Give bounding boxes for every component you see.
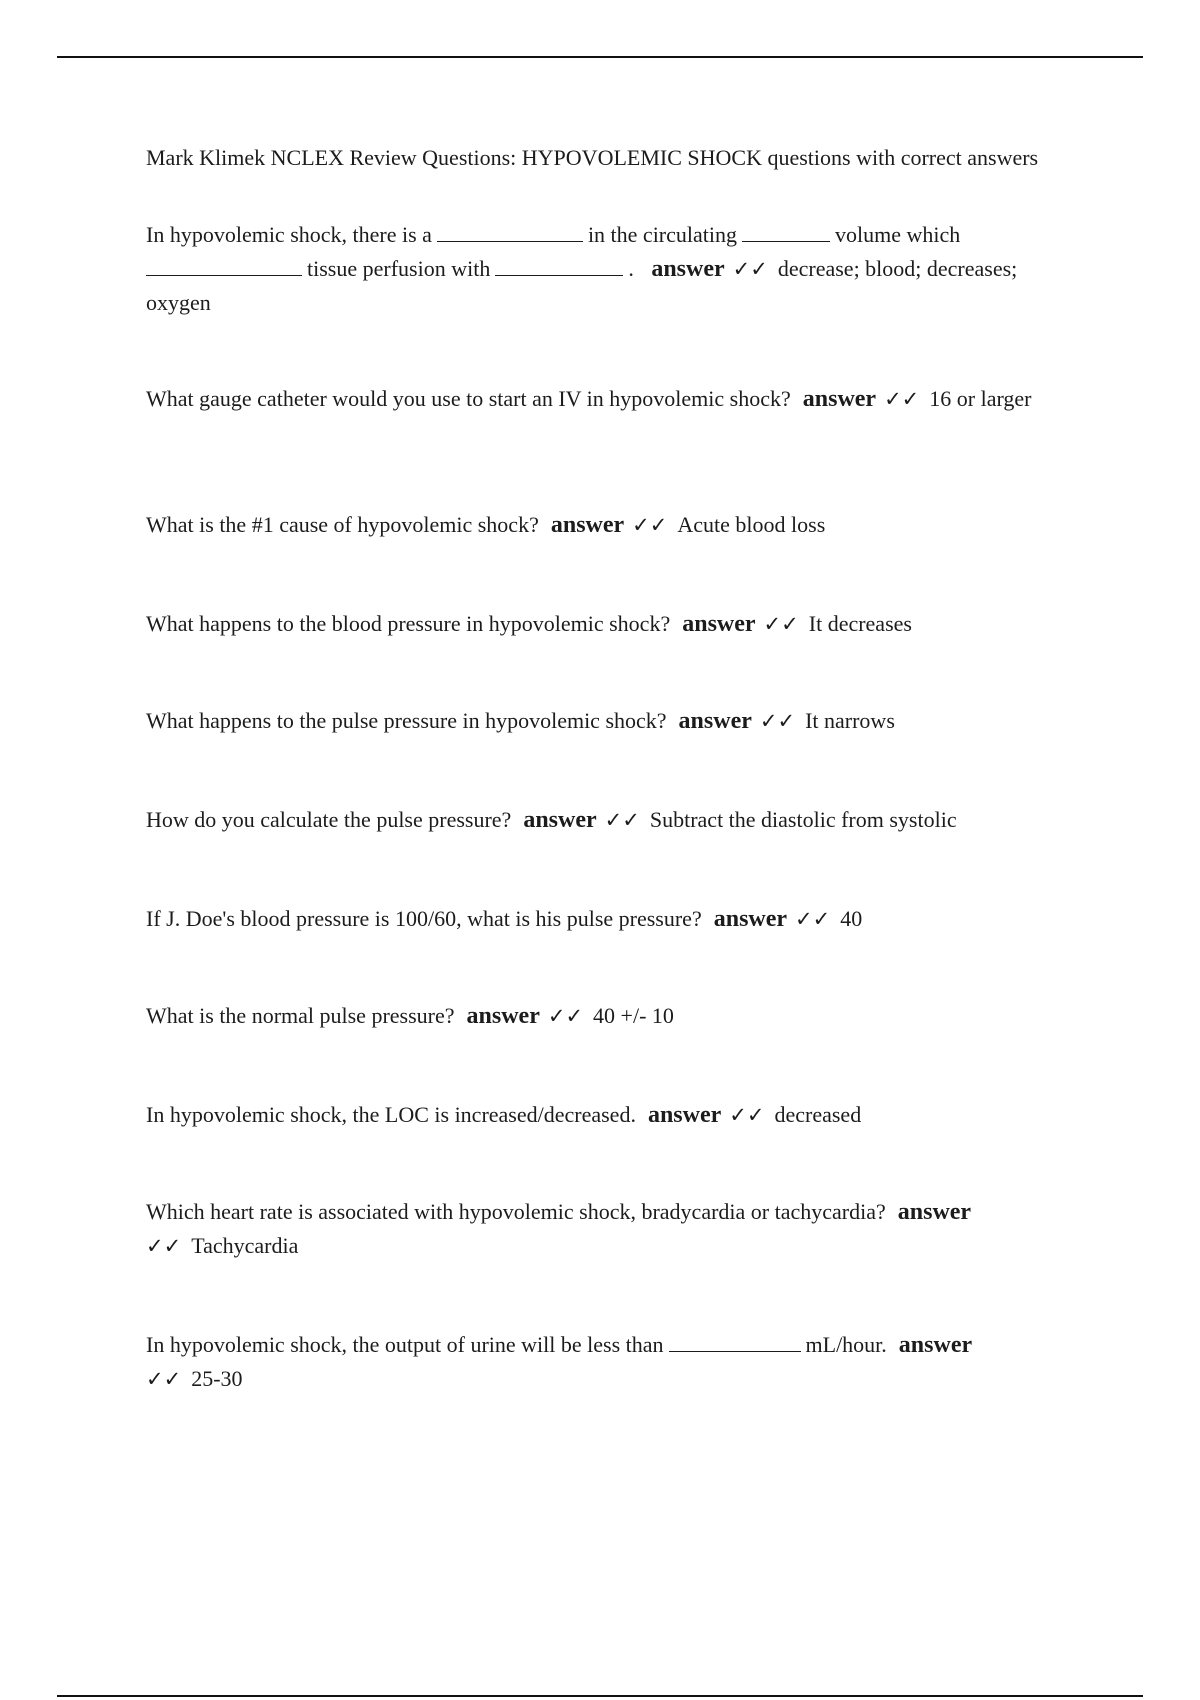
fill-in-blank (495, 253, 623, 276)
qa-item-7 (146, 902, 1076, 936)
qa-item-5 (146, 704, 1076, 738)
answer-label: answer (651, 256, 725, 282)
answer-text: 40 +/- 10 (593, 1003, 674, 1028)
qa-item-6 (146, 803, 1076, 837)
question-text: in the circulating (587, 222, 737, 247)
answer-label: answer (647, 1102, 722, 1128)
question-text: . (628, 256, 634, 281)
qa-item-9 (146, 1098, 1076, 1132)
fill-in-blank (742, 219, 830, 242)
answer-label: answer (678, 708, 752, 734)
document-title: Mark Klimek NCLEX Review Questions: HYPOVOLEMIC SHOCK questions with correct answers (146, 145, 1039, 170)
answer-label: answer (682, 611, 756, 637)
qa-item-4 (146, 607, 1076, 641)
answer-label: answer (523, 807, 597, 833)
question-text: What happens to the pulse pressure in hypovolemic shock? (146, 708, 667, 733)
qa-item-8 (146, 999, 1076, 1033)
check-marks-icon: ✓✓ (632, 513, 668, 537)
check-marks-icon: ✓✓ (729, 1103, 765, 1127)
question-text: What happens to the blood pressure in hypovolemic shock? (146, 611, 671, 636)
check-marks-icon: ✓✓ (146, 1367, 182, 1391)
check-marks-icon: ✓✓ (604, 808, 640, 832)
answer-text: 25-30 (191, 1366, 243, 1391)
question-text: In hypovolemic shock, there is a (146, 222, 432, 247)
question-text: Which heart rate is associated with hypovolemic shock, bradycardia or tachycardia? (146, 1199, 886, 1224)
answer-label: answer (897, 1199, 972, 1225)
question-text: In hypovolemic shock, the LOC is increased/decreased. (146, 1102, 636, 1127)
qa-item-10 (146, 1195, 1076, 1263)
check-marks-icon: ✓✓ (884, 387, 920, 411)
answer-text: Subtract the diastolic from systolic (649, 807, 957, 832)
question-text: In hypovolemic shock, the output of urine will be less than (146, 1332, 664, 1357)
answer-text: 40 (840, 906, 863, 931)
answer-text: 16 or larger (929, 386, 1032, 411)
answer-text: It decreases (808, 611, 912, 636)
question-text: tissue perfusion with (307, 256, 491, 281)
qa-item-3 (146, 508, 1076, 542)
question-text: What is the #1 cause of hypovolemic shock? (146, 512, 539, 537)
question-text: What gauge catheter would you use to start an IV in hypovolemic shock? (146, 386, 791, 411)
check-marks-icon: ✓✓ (795, 907, 831, 931)
qa-item-11 (146, 1328, 1076, 1396)
answer-label: answer (898, 1332, 973, 1358)
fill-in-blank (437, 219, 583, 242)
check-marks-icon: ✓✓ (763, 612, 799, 636)
check-marks-icon: ✓✓ (146, 1234, 182, 1258)
answer-label: answer (713, 906, 788, 932)
answer-text: decrease; blood; decreases; oxygen (146, 256, 1018, 315)
check-marks-icon: ✓✓ (547, 1004, 584, 1028)
answer-text: It narrows (805, 708, 895, 733)
answer-label: answer (550, 512, 625, 538)
question-text: If J. Doe's blood pressure is 100/60, what is his pulse pressure? (146, 906, 702, 931)
answer-text: Tachycardia (191, 1233, 299, 1258)
check-marks-icon: ✓✓ (732, 257, 768, 281)
top-rule (57, 56, 1143, 58)
fill-in-blank (669, 1329, 801, 1352)
qa-item-2 (146, 382, 1076, 416)
qa-item-1 (146, 218, 1076, 320)
question-text: What is the normal pulse pressure? (146, 1003, 455, 1028)
fill-in-blank (146, 253, 302, 276)
answer-label: answer (466, 1003, 540, 1029)
bottom-rule (57, 1695, 1143, 1697)
check-marks-icon: ✓✓ (759, 709, 796, 733)
question-text: mL/hour. (805, 1332, 887, 1357)
answer-label: answer (802, 386, 877, 412)
answer-text: Acute blood loss (677, 512, 826, 537)
answer-text: decreased (774, 1102, 862, 1127)
question-text: volume which (835, 222, 961, 247)
question-text: How do you calculate the pulse pressure? (146, 807, 512, 832)
